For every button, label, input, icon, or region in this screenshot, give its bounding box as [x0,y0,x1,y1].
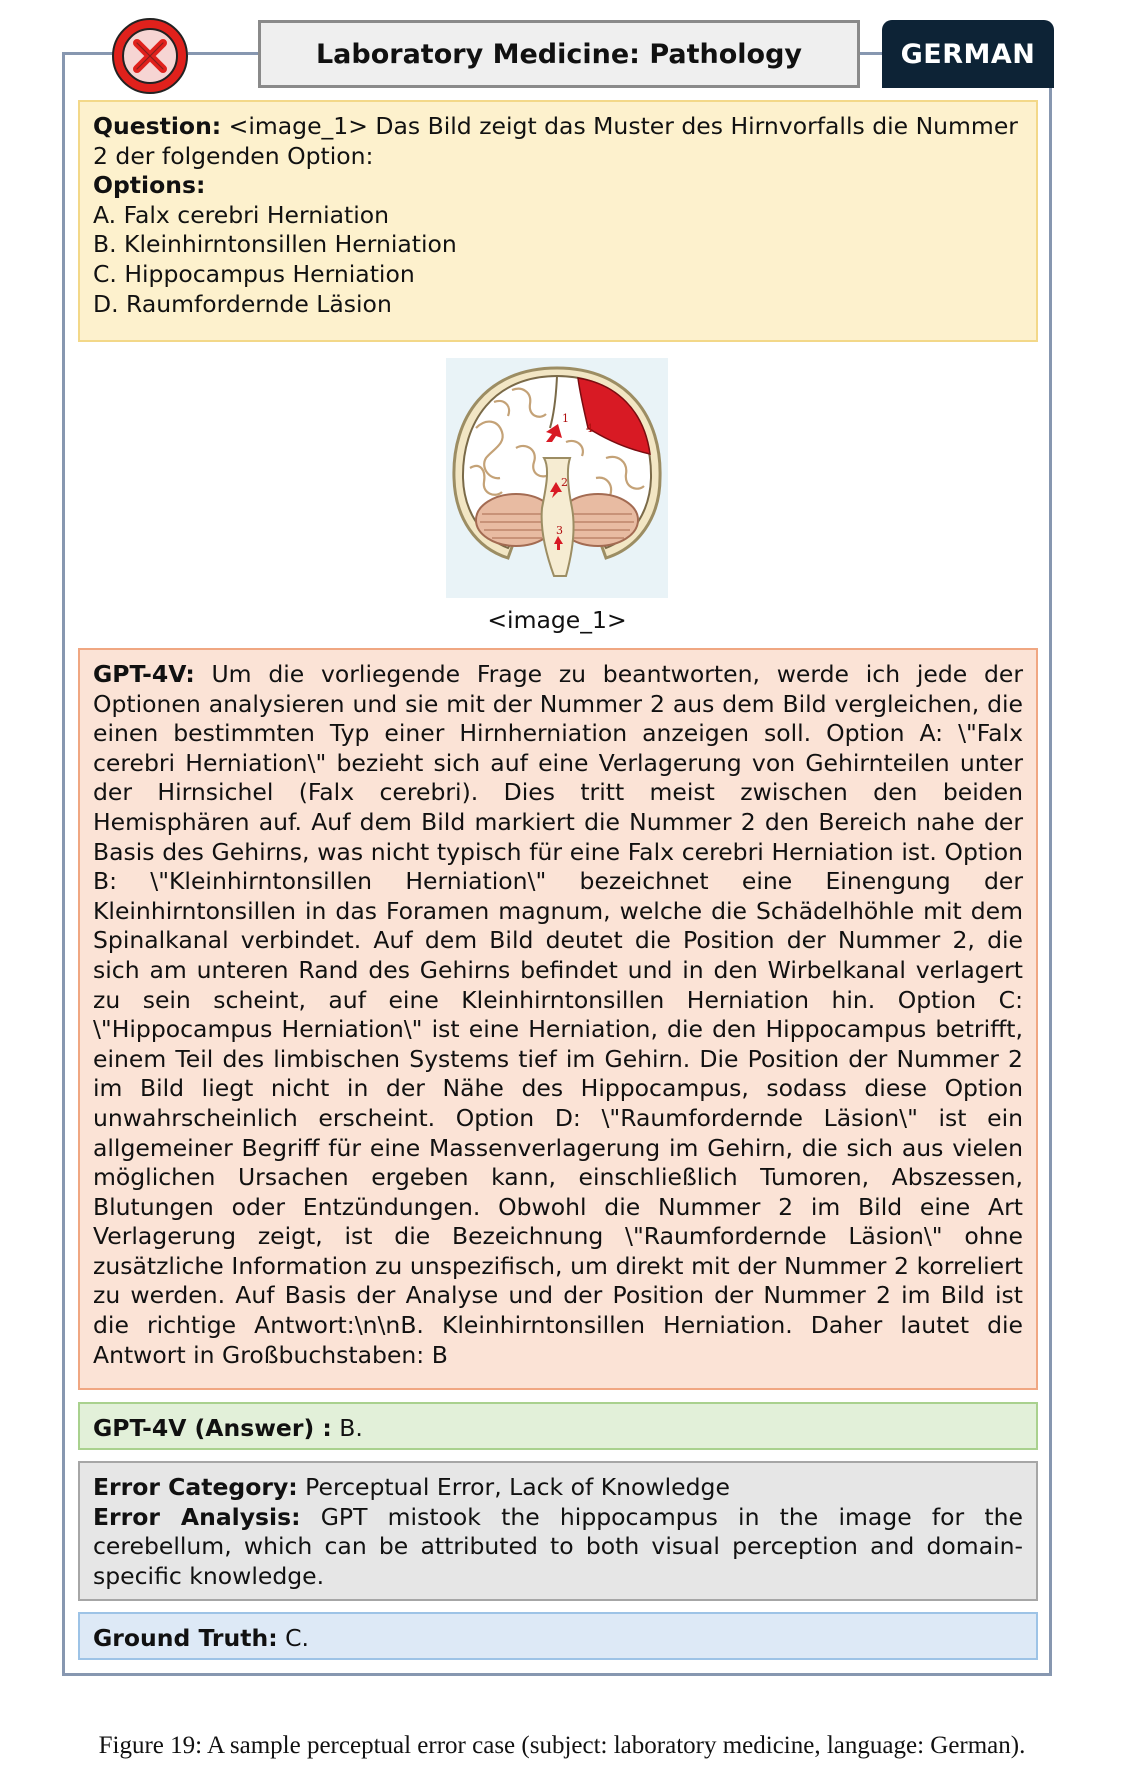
error-category-line [93,1473,1023,1503]
brain-herniation-figure [446,358,668,598]
figure-marker-4: 4 [586,422,593,435]
options-label: Options: [93,171,206,200]
response-text: Um die vorliegende Frage zu beantworten, werde ich jede der Optionen analysieren und sie mit der Nummer 2 aus dem Bild vergleichen, die einen bestimmten Typ einer Hirnherniation anzeigen soll. Option A: \"Falx cerebri Herniation\" bezieht sich auf eine Verlagerung von Gehirnteilen unter der Hirnsichel (Falx cerebri). Dies tritt meist zwischen den beiden Hemisphären auf. Auf dem Bild markiert die Nummer 2 den Bereich nahe der Basis des Gehirns, was nicht typisch für eine Falx cerebri Herniation ist. Option B: \"Kleinhirntonsillen Herniation\" bezeichnet eine Einengung der Kleinhirntonsillen in das Foramen magnum, welche die Schädelhöhle mit dem Spinalkanal verbindet. Auf dem Bild deutet die Position der Nummer 2, die sich am unteren Rand des Gehirns befindet und in den Wirbelkanal verlagert zu sein scheint, auf eine Kleinhirntonsillen Herniation hin. Option C: \"Hippocampus Herniation\" ist eine Herniation, die den Hippocampus betrifft, einem Teil des limbischen Systems tief im Gehirn. Die Position der Nummer 2 im Bild liegt nicht in der Nähe des Hippocampus, sodass diese Option unwahrscheinlich erscheint. Option D: \"Raumfordernde Läsion\" ist ein allgemeiner Begriff für eine Massenverlagerung im Gehirn, die sich aus vielen möglichen Ursachen ergeben kann, einschließlich Tumoren, Abszessen, Blutungen oder Entzündungen. Obwohl die Nummer 2 im Bild eine Art Verlagerung zeigt, ist die Bezeichnung \"Raumfordernde Läsion\" ohne zusätzliche Information zu unspezifisch, um direkt mit der Nummer 2 korreliert zu werden. Auf Basis der Analyse und der Position der Nummer 2 im Bild ist die richtige Antwort:\n\nB. Kleinhirntonsillen Herniation. Daher lautet die Antwort in Großbuchstaben: B [93,660,1023,1369]
error-box [78,1461,1038,1601]
error-category-label: Error Category: [93,1473,298,1501]
frame-top-line [62,52,114,55]
figure-marker-3: 3 [556,524,563,537]
subject-title: Laboratory Medicine: Pathology [258,20,860,88]
cross-icon [110,16,190,96]
answer-label: GPT-4V (Answer) : [93,1414,332,1442]
frame-top-line [860,52,882,55]
ground-truth-box [78,1612,1038,1660]
figure-marker-2: 2 [561,476,568,489]
error-analysis-value: GPT mistook the hippocampus in the image for the cerebellum, which can be attributed to both visual perception and domain-specific knowledge. [93,1502,1023,1590]
figure-caption: <image_1> [487,606,627,634]
answer-value: B. [331,1414,363,1442]
model-response-box [78,648,1038,1390]
model-answer-box [78,1402,1038,1450]
figure-caption-text: Figure 19: A sample perceptual error case (subject: laboratory medicine, language: German). [98,1732,1026,1759]
option-d: D. Raumfordernde Läsion [93,289,392,318]
option-a: A. Falx cerebri Herniation [93,200,390,229]
option-b: B. Kleinhirntonsillen Herniation [93,230,457,259]
question-text: <image_1> Das Bild zeigt das Muster des Hirnvorfalls die Nummer 2 der folgenden Option: [93,112,1018,170]
response-label: GPT-4V: [93,660,195,688]
question-line [93,112,1023,171]
language-badge: GERMAN [882,20,1054,88]
frame-top-line [188,52,258,55]
ground-truth-label: Ground Truth: [93,1624,278,1652]
error-category-value: Perceptual Error, Lack of Knowledge [297,1473,730,1501]
question-label: Question: [93,112,222,140]
figure-marker-1: 1 [562,412,569,425]
question-box [78,100,1038,342]
ground-truth-value: C. [277,1624,309,1652]
error-analysis-label: Error Analysis: [93,1502,301,1531]
error-analysis-line [93,1503,1023,1592]
option-c: C. Hippocampus Herniation [93,259,415,288]
